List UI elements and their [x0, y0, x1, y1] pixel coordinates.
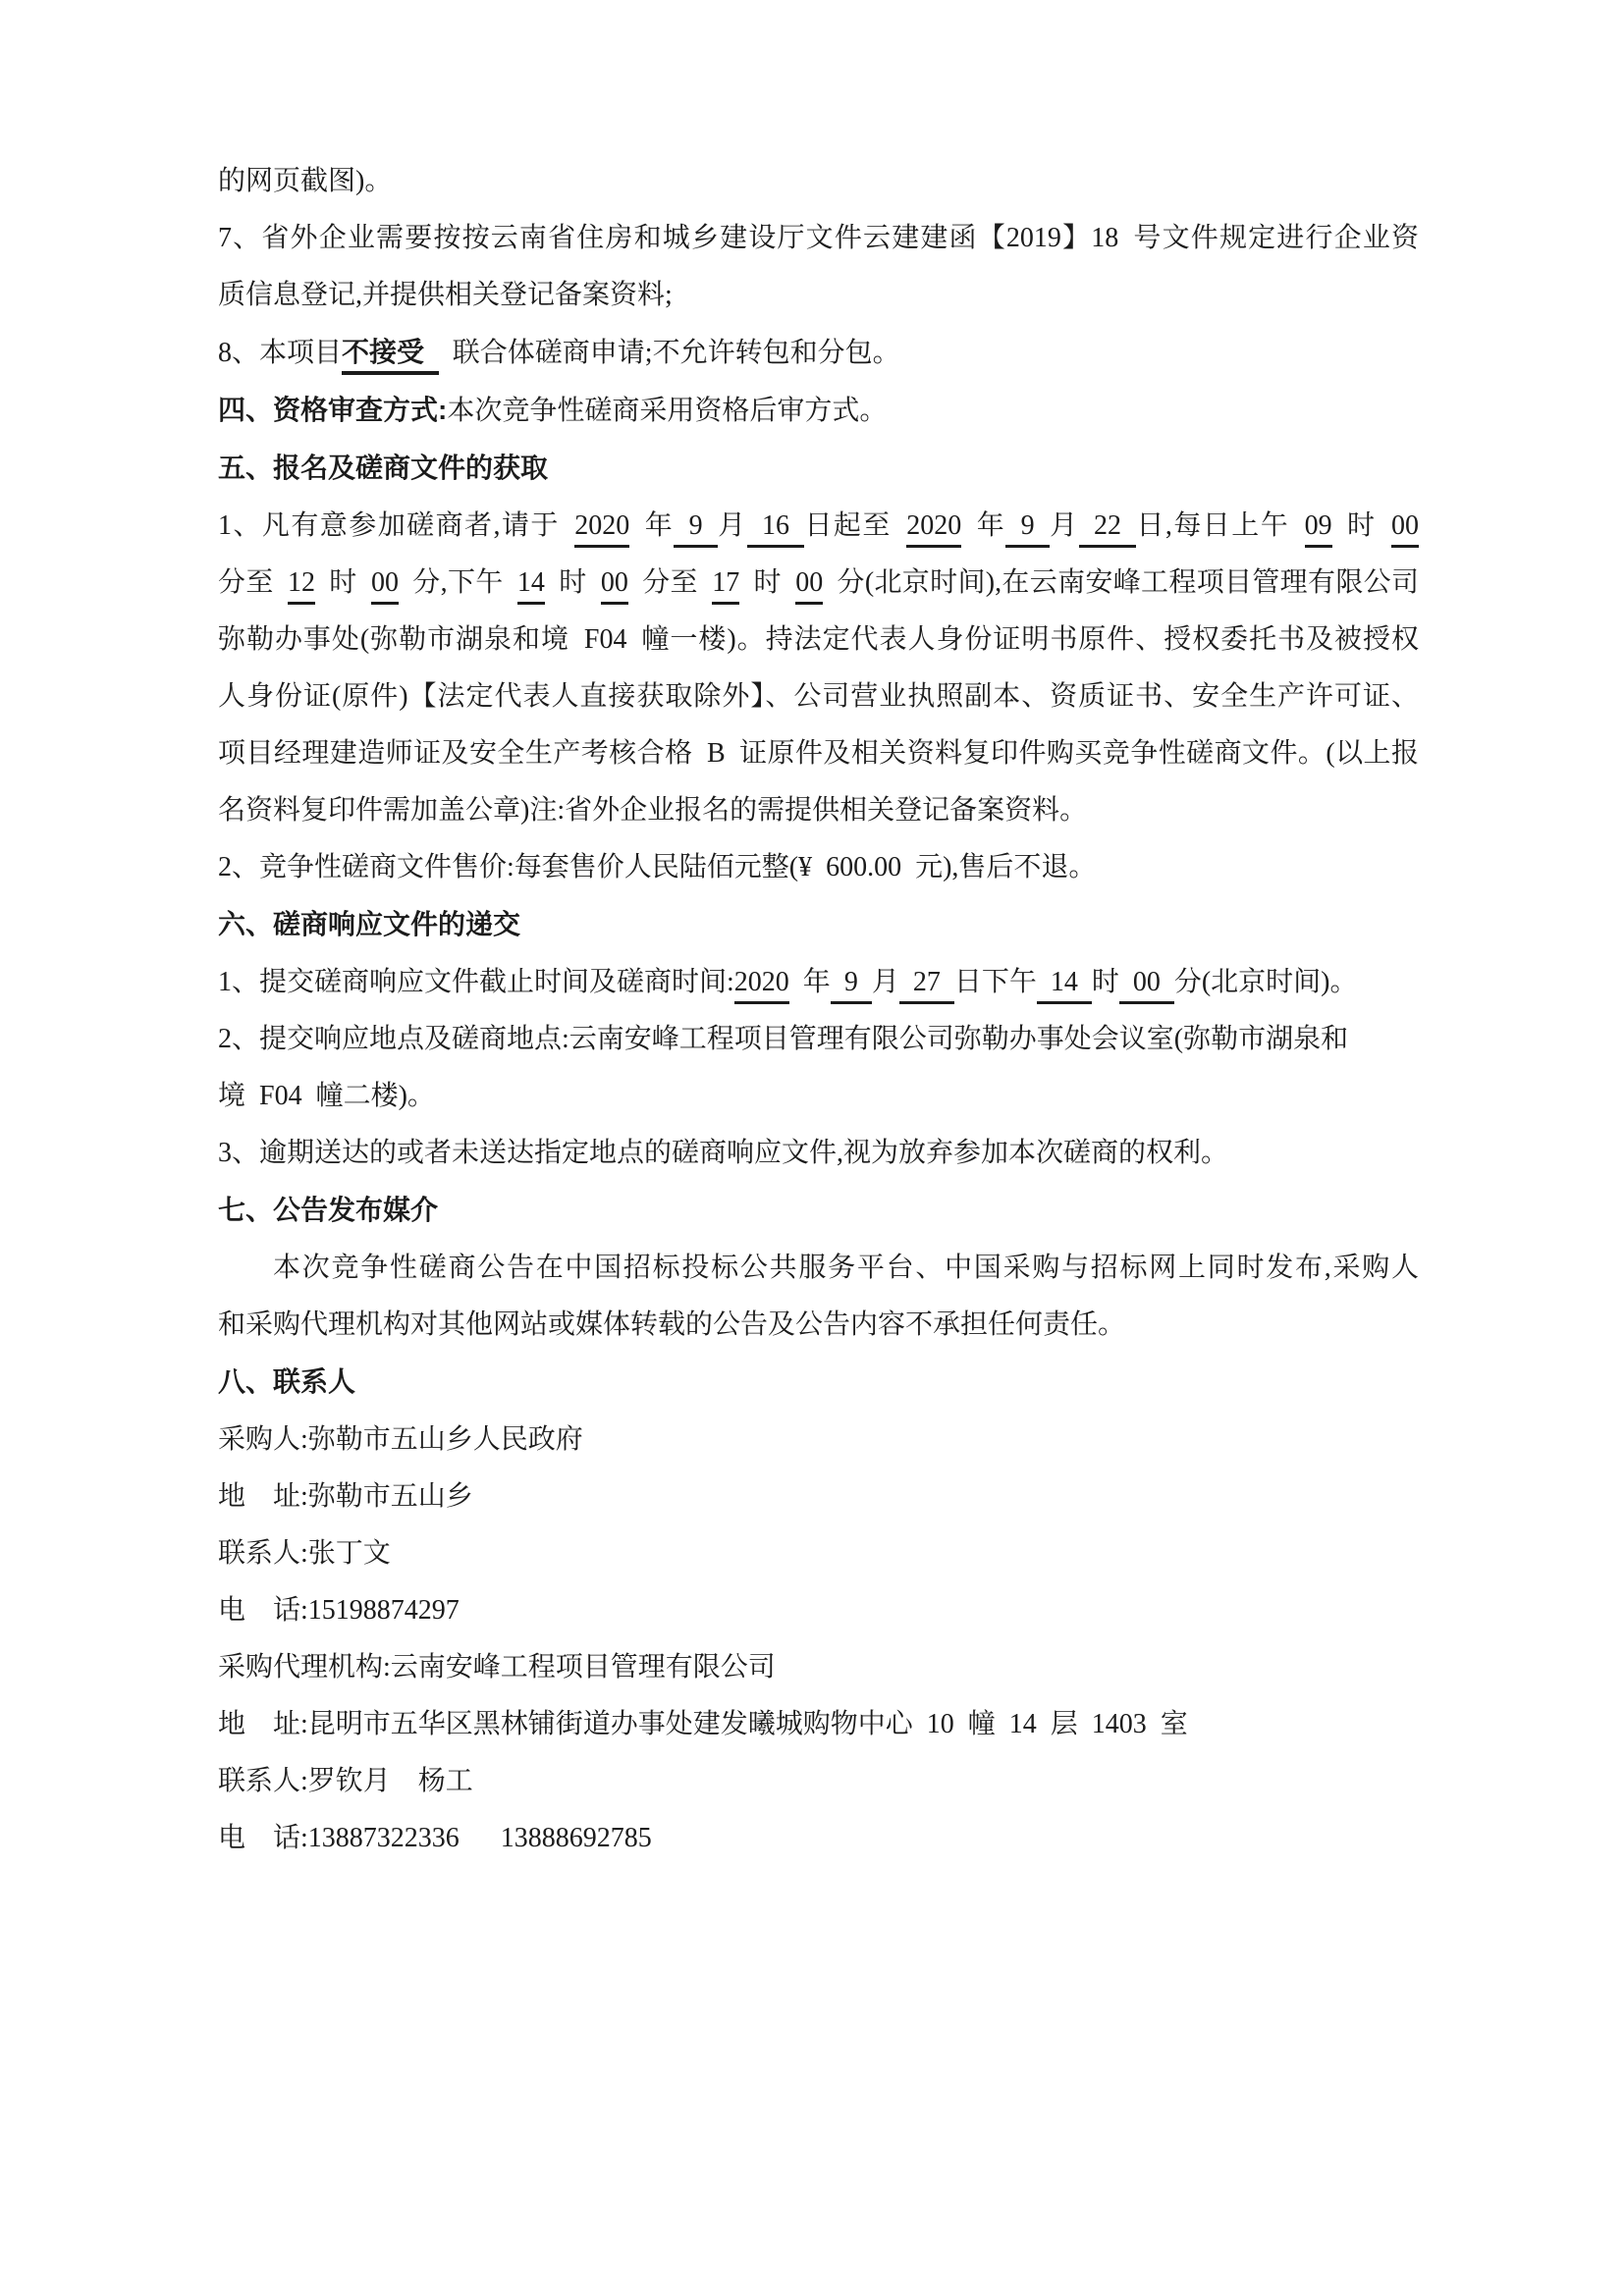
underlined-blank-text: 00: [1391, 510, 1419, 548]
text-segment: 的网页截图)。: [218, 166, 393, 196]
text-segment: 电 话:15198874297: [218, 1595, 460, 1626]
bold-heading-text: 五、报名及磋商文件的获取: [218, 453, 549, 483]
text-segment: 1、提交磋商响应文件截止时间及磋商时间:: [218, 967, 734, 997]
heading-section-5: [218, 440, 1419, 498]
text-segment: 年: [961, 510, 1006, 541]
para-s5-item1-line5: [218, 725, 1419, 782]
underlined-blank-text: 14: [1037, 967, 1092, 1004]
underlined-blank-text: 09: [1305, 510, 1332, 548]
text-segment: 时: [1331, 510, 1391, 541]
underlined-blank-text: 9: [674, 510, 718, 548]
heading-section-7: [218, 1182, 1419, 1240]
underlined-blank-text: 9: [1005, 510, 1050, 548]
para-item7-line2: [218, 267, 1419, 324]
bold-heading-text: 七、公告发布媒介: [218, 1195, 439, 1225]
text-segment: 年: [629, 510, 675, 541]
underlined-blank-text: 00: [371, 567, 399, 605]
para-s6-item2-line1: [218, 1011, 1419, 1068]
text-segment: 月: [718, 510, 747, 541]
heading-section-4: [218, 382, 1419, 440]
bold-heading-text: 六、磋商响应文件的递交: [218, 909, 521, 939]
text-segment: 分至: [627, 567, 713, 598]
underlined-blank-text: 2020: [574, 510, 629, 548]
heading-section-8: [218, 1354, 1419, 1412]
underlined-blank-text: 00: [1119, 967, 1174, 1004]
text-segment: 分(北京时间),在云南安峰工程项目管理有限公司: [823, 567, 1419, 598]
text-segment: 人身份证(原件)【法定代表人直接获取除外】、公司营业执照副本、资质证书、安全生产许可证、: [218, 681, 1419, 712]
para-agency: [218, 1639, 1419, 1696]
text-segment: 地 址:弥勒市五山乡: [218, 1481, 473, 1512]
text-segment: 弥勒办事处(弥勒市湖泉和境 F04 幢一楼)。持法定代表人身份证明书原件、授权委托书及被授权: [218, 624, 1419, 655]
underlined-blank-text: 27: [899, 967, 954, 1004]
text-segment: 项目经理建造师证及安全生产考核合格 B 证原件及相关资料复印件购买竞争性磋商文件。(以上报: [218, 738, 1419, 769]
text-segment: 时: [544, 567, 601, 598]
underlined-blank-text: 14: [517, 567, 545, 605]
underlined-blank-text: 2020: [906, 510, 961, 548]
text-segment: 日,每日上午: [1136, 510, 1305, 541]
text-segment: 日起至: [804, 510, 907, 541]
text-segment: 月: [871, 967, 899, 997]
para-s5-item1-line2: [218, 555, 1419, 612]
text-segment: 地 址:昆明市五华区黑林铺街道办事处建发曦城购物中心 10 幢 14 层 1403 室: [218, 1709, 1188, 1739]
para-item8: [218, 324, 1419, 382]
para-s6-item3: [218, 1125, 1419, 1182]
para-s6-item2-line2: [218, 1068, 1419, 1125]
para-s5-item2: [218, 839, 1419, 896]
para-s5-item1-line1: [218, 498, 1419, 555]
underlined-blank-text: 22: [1079, 510, 1137, 548]
para-s7-line1: [218, 1240, 1419, 1297]
text-segment: 本次竞争性磋商采用资格后审方式。: [447, 396, 888, 426]
underlined-blank-text: 00: [601, 567, 628, 605]
text-segment: 日下午: [953, 967, 1037, 997]
text-segment: 采购人:弥勒市五山乡人民政府: [218, 1424, 583, 1455]
para-s5-item1-line6: [218, 782, 1419, 839]
para-agency-phone: [218, 1810, 1419, 1867]
bold-heading-text: 四、资格审查方式:: [218, 395, 448, 425]
para-purchaser-address: [218, 1468, 1419, 1525]
para-purchaser: [218, 1412, 1419, 1468]
text-segment: 联合体磋商申请;不允许转包和分包。: [438, 338, 900, 368]
para-s7-line2: [218, 1297, 1419, 1354]
para-tail-screenshot: [218, 153, 1419, 210]
underlined-blank-text: 17: [712, 567, 739, 605]
para-s5-item1-line4: [218, 668, 1419, 725]
document-body: [218, 153, 1419, 1867]
text-segment: 年: [788, 967, 831, 997]
text-segment: 联系人:张丁文: [218, 1538, 391, 1569]
text-segment: 2、提交响应地点及磋商地点:云南安峰工程项目管理有限公司弥勒办事处会议室(弥勒市湖泉和: [218, 1024, 1349, 1054]
text-segment: 分至: [218, 567, 288, 598]
text-segment: 时: [314, 567, 371, 598]
text-segment: 8、本项目: [218, 338, 343, 368]
text-segment: 境 F04 幢二楼)。: [218, 1081, 435, 1111]
text-segment: 7、省外企业需要按按云南省住房和城乡建设厅文件云建建函【2019】18 号文件规定进行企业资: [218, 223, 1419, 253]
underlined-blank-text: 不接受: [342, 337, 439, 375]
text-segment: 2、竞争性磋商文件售价:每套售价人民陆佰元整(¥ 600.00 元),售后不退。: [218, 852, 1097, 882]
text-segment: 时: [739, 567, 796, 598]
underlined-blank-text: 00: [795, 567, 823, 605]
para-purchaser-phone: [218, 1582, 1419, 1639]
para-item7-line1: [218, 210, 1419, 267]
text-segment: 电 话:13887322336 13888692785: [218, 1823, 652, 1853]
underlined-blank-text: 2020: [734, 967, 789, 1004]
text-segment: 名资料复印件需加盖公章)注:省外企业报名的需提供相关登记备案资料。: [218, 795, 1088, 826]
para-s6-item1: [218, 954, 1419, 1011]
text-segment: 月: [1050, 510, 1079, 541]
text-segment: 本次竞争性磋商公告在中国招标投标公共服务平台、中国采购与招标网上同时发布,采购人: [273, 1253, 1419, 1283]
heading-section-6: [218, 896, 1419, 954]
text-segment: 和采购代理机构对其他网站或媒体转载的公告及公告内容不承担任何责任。: [218, 1309, 1126, 1340]
bold-heading-text: 八、联系人: [218, 1366, 356, 1397]
text-segment: 采购代理机构:云南安峰工程项目管理有限公司: [218, 1652, 776, 1682]
text-segment: 1、凡有意参加磋商者,请于: [218, 510, 575, 541]
underlined-blank-text: 12: [288, 567, 315, 605]
text-segment: 分,下午: [398, 567, 517, 598]
underlined-blank-text: 16: [747, 510, 805, 548]
para-agency-contact: [218, 1753, 1419, 1810]
text-segment: 质信息登记,并提供相关登记备案资料;: [218, 280, 673, 310]
underlined-blank-text: 9: [831, 967, 872, 1004]
text-segment: 3、逾期送达的或者未送达指定地点的磋商响应文件,视为放弃参加本次磋商的权利。: [218, 1138, 1229, 1168]
para-agency-address: [218, 1696, 1419, 1753]
para-s5-item1-line3: [218, 612, 1419, 668]
text-segment: 时: [1091, 967, 1119, 997]
para-purchaser-contact: [218, 1525, 1419, 1582]
text-segment: 分(北京时间)。: [1173, 967, 1358, 997]
text-segment: 联系人:罗钦月 杨工: [218, 1766, 473, 1796]
